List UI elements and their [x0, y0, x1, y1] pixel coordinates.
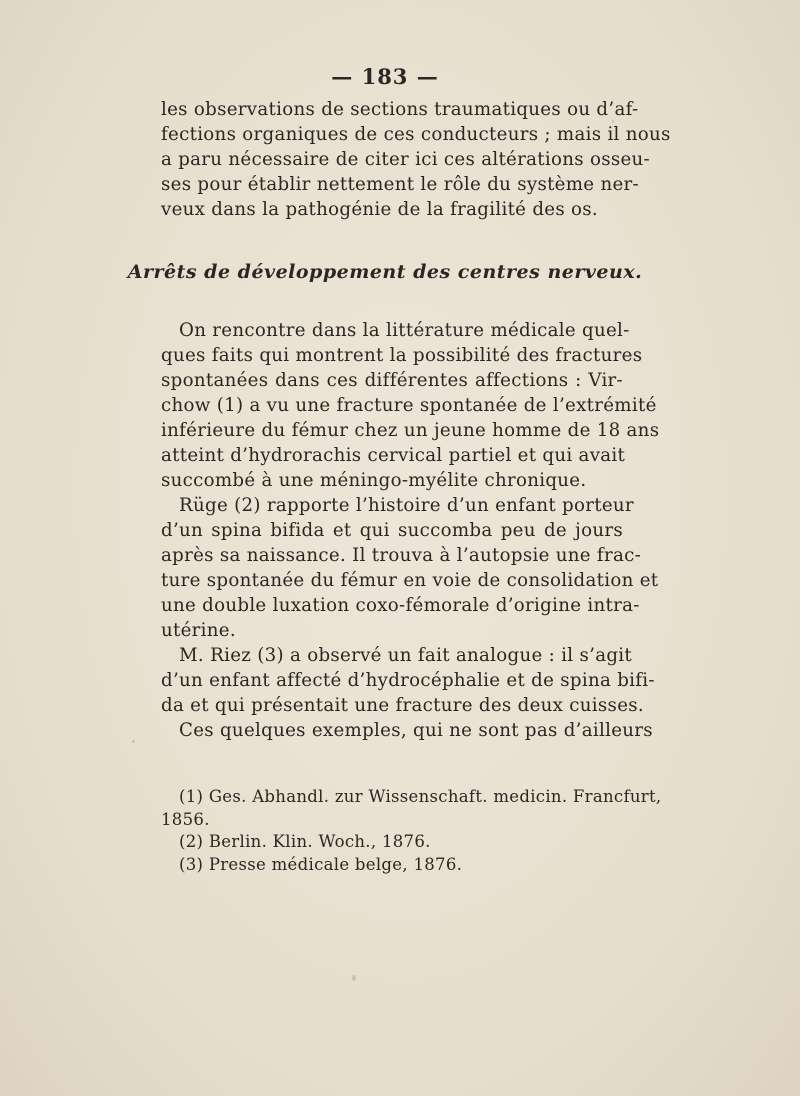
text-line: da et qui présentait une fracture des deux cuisses.: [161, 695, 644, 716]
text-line: Ces quelques exemples, qui ne sont pas d’ailleurs: [179, 720, 653, 741]
text-line: On rencontre dans la littérature médicale quel-: [179, 320, 630, 341]
text-line: ture spontanée du fémur en voie de consolidation et: [161, 570, 659, 591]
text-line: spontanées dans ces différentes affections : Vir-: [161, 370, 623, 391]
text-line: succombé à une méningo-myélite chronique.: [161, 470, 587, 491]
text-line: M. Riez (3) a observé un fait analogue : il s’agit: [179, 645, 633, 666]
paper-speck: [612, 120, 614, 123]
paper-speck: [132, 740, 135, 743]
text-line: ses pour établir nettement le rôle du système ner-: [161, 174, 639, 195]
footnote: (1) Ges. Abhandl. zur Wissenschaft. medicin. Francfurt,: [179, 787, 662, 806]
text-line: ques faits qui montrent la possibilité des fractures: [161, 345, 643, 366]
text-line: fections organiques de ces conducteurs ; mais il nous: [161, 124, 671, 145]
section-heading: Arrêts de développement des centres nerveux.: [127, 261, 643, 283]
text-line: utérine.: [161, 620, 236, 641]
text-line: les observations de sections traumatiques ou d’af-: [161, 99, 639, 120]
text-line: inférieure du fémur chez un jeune homme de 18 ans: [161, 420, 660, 441]
paragraph-body: [161, 318, 660, 743]
text-line: chow (1) a vu une fracture spontanée de l’extrémité: [161, 395, 657, 416]
text-line: d’un enfant affecté d’hydrocéphalie et de spina bifi-: [161, 670, 655, 691]
paragraph-intro: [161, 97, 671, 222]
footnote: (3) Presse médicale belge, 1876.: [179, 854, 463, 874]
text-line: veux dans la pathogénie de la fragilité des os.: [161, 199, 599, 220]
text-line: Rüge (2) rapporte l’histoire d’un enfant porteur: [179, 495, 634, 516]
text-line: une double luxation coxo-fémorale d’origine intra-: [161, 595, 640, 616]
footnote: (2) Berlin. Klin. Woch., 1876.: [179, 832, 431, 851]
text-line: a paru nécessaire de citer ici ces altérations osseu-: [161, 149, 651, 170]
page-number: — 183 —: [331, 64, 439, 89]
text-line: d’un spina bifida et qui succomba peu de jours: [161, 520, 623, 541]
footnote-continuation: 1856.: [161, 809, 210, 829]
text-line: après sa naissance. Il trouva à l’autopsie une frac-: [161, 545, 642, 566]
footnotes: [161, 786, 662, 876]
text-line: atteint d’hydrorachis cervical partiel et qui avait: [161, 445, 626, 466]
paper-speck: [352, 975, 356, 981]
